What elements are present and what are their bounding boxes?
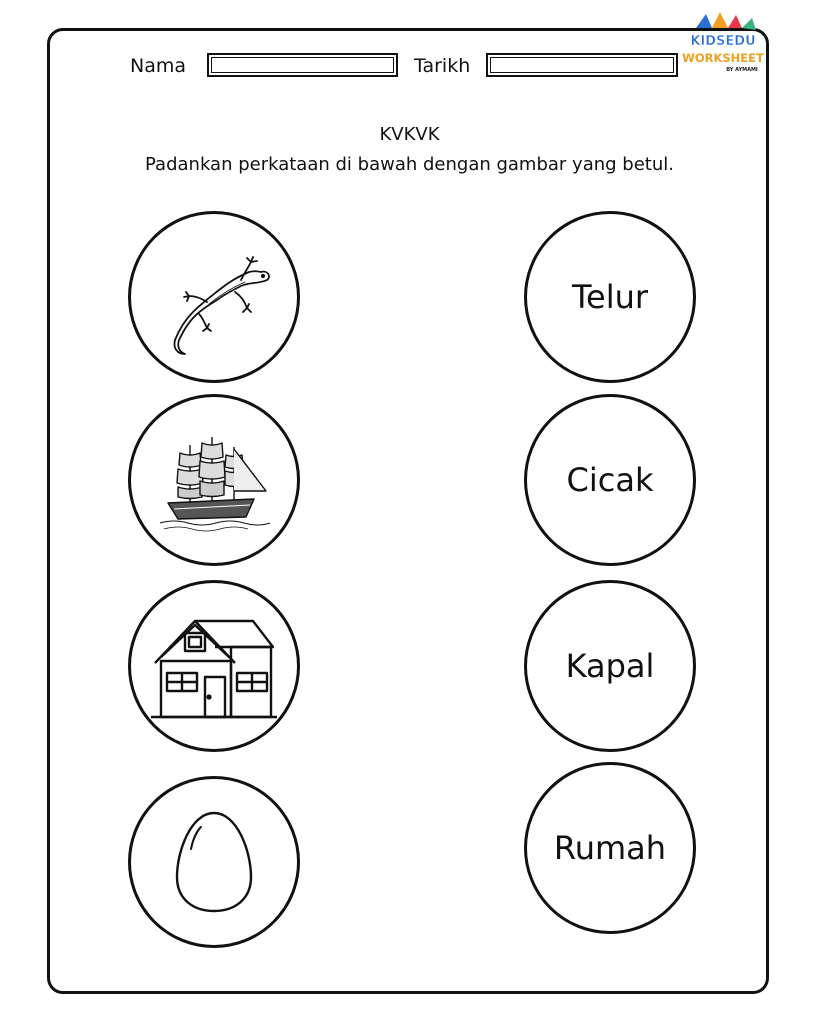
word-circle-3[interactable] — [524, 580, 696, 752]
sailing-ship-icon — [154, 425, 274, 535]
name-field[interactable] — [207, 53, 398, 77]
kidsedu-logo — [682, 12, 764, 88]
word-label: Rumah — [553, 829, 667, 867]
logo-line2: WORKSHEET — [682, 51, 764, 65]
word-label: Kapal — [565, 647, 655, 685]
word-label: Telur — [571, 278, 649, 316]
word-circle-2[interactable] — [524, 394, 696, 566]
house-icon — [149, 611, 279, 721]
egg-icon — [169, 807, 259, 917]
picture-circle-1[interactable] — [128, 211, 300, 383]
logo-line1: KIDSEDU — [690, 34, 756, 49]
picture-circle-2[interactable] — [128, 394, 300, 566]
name-label: Nama — [130, 55, 187, 77]
logo-line3: BY AYMAMI — [726, 67, 758, 73]
picture-circle-3[interactable] — [128, 580, 300, 752]
word-circle-1[interactable] — [524, 211, 696, 383]
gecko-icon — [149, 232, 279, 362]
word-circle-4[interactable] — [524, 762, 696, 934]
date-field[interactable] — [486, 53, 678, 77]
word-label: Cicak — [566, 461, 654, 499]
instruction-text: Padankan perkataan di bawah dengan gambar yang betul. — [145, 154, 674, 175]
picture-circle-4[interactable] — [128, 776, 300, 948]
worksheet-title: KVKVK — [379, 124, 440, 145]
date-label: Tarikh — [414, 55, 471, 77]
